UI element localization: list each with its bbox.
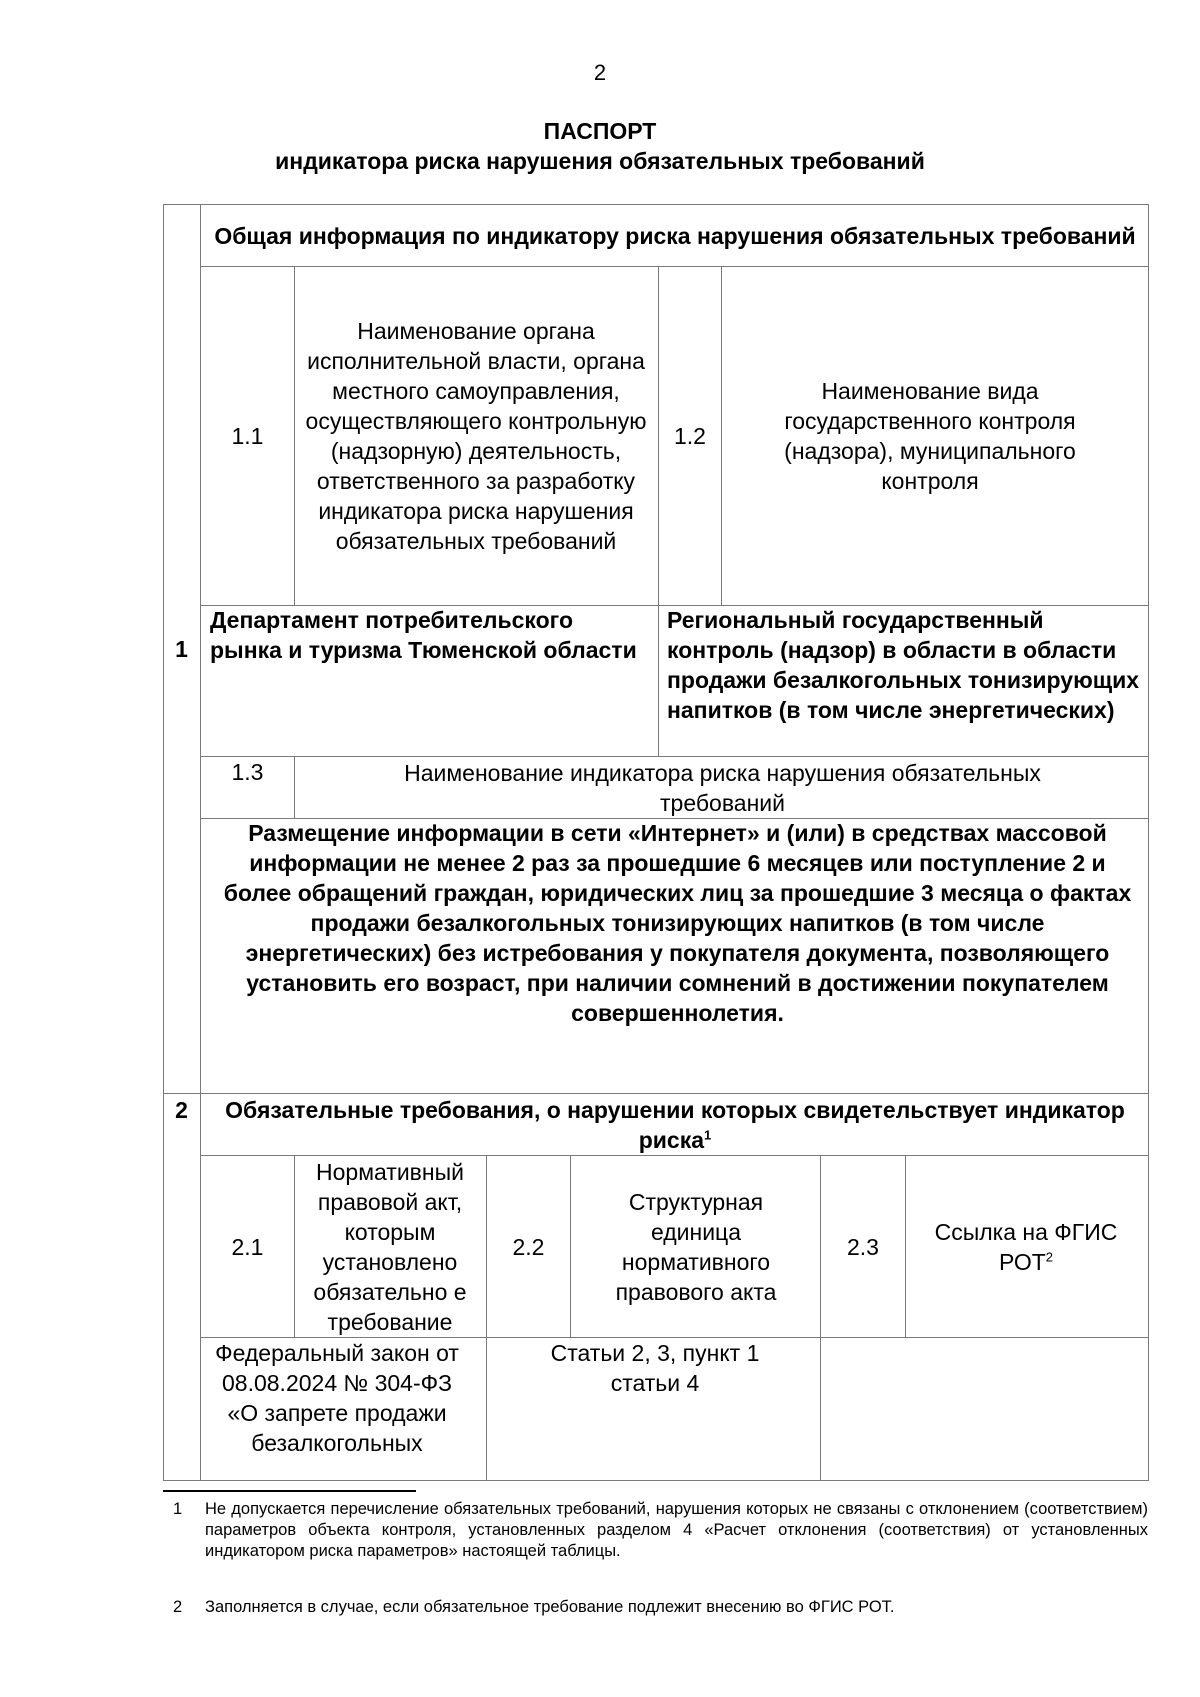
title-line-1: ПАСПОРТ (543, 118, 657, 144)
item-1-2-number: 1.2 (674, 423, 706, 449)
footnote-2-number: 2 (173, 1598, 183, 1616)
section-2-number: 2 (175, 1097, 188, 1123)
footnote-2-text: Заполняется в случае, если обязательное требование подлежит внесению во ФГИС РОТ. (205, 1598, 895, 1616)
footnote-ref-2[interactable]: 2 (1045, 1248, 1053, 1264)
item-2-3-label-text: Ссылка на ФГИС РОТ (934, 1218, 1118, 1275)
item-2-1-number: 2.1 (231, 1233, 264, 1260)
item-2-3-label (910, 1156, 1142, 1337)
vrule-2-5 (905, 1155, 906, 1337)
section-2-header-text: Обязательные требования, о нарушении которых свидетельствует индикатор риска (225, 1096, 1125, 1153)
vrule-1-3 (721, 266, 722, 605)
section-1-number: 1 (175, 636, 188, 662)
item-1-2-value: Региональный государственный контроль (надзор) в области в области продажи безалкогольных тонизирующих напитков (в том числе энергетических) (667, 607, 1140, 723)
item-1-2-label: Наименование вида государственного контроля (надзора), муниципального контроля (784, 378, 1076, 494)
vrule-2-1 (294, 1155, 295, 1337)
item-2-2-value: Статьи 2, 3, пункт 1 статьи 4 (550, 1340, 760, 1396)
item-2-3-value (822, 1338, 1147, 1480)
item-2-2-label: Структурная единица нормативного правового акта (615, 1188, 777, 1305)
table-border-right (1148, 204, 1149, 1481)
page-number: 2 (593, 60, 607, 85)
item-1-1-number: 1.1 (231, 423, 264, 449)
item-1-3-label: Наименование индикатора риска нарушения обязательных требований (404, 759, 1041, 816)
footnote-ref-1[interactable]: 1 (704, 1126, 712, 1142)
item-1-1-value: Департамент потребительского рынка и туризма Тюменской области (210, 607, 637, 663)
section-1-header: Общая информация по индикатору риска нарушения обязательных требований (214, 222, 1136, 249)
item-2-1-value: Федеральный закон от 08.08.2024 № 304-ФЗ «О запрете продажи безалкогольных (215, 1340, 459, 1456)
item-1-1-label: Наименование органа исполнительной власти, органа местного самоуправления, осуществляющего контрольную (надзорную) деятельность, ответственного за разработку индикатора риска нарушения обязательных требований (305, 318, 647, 554)
vrule-1-4 (294, 756, 295, 818)
item-1-3-value: Размещение информации в сети «Интернет» и (или) в средствах массовой информации не менее 2 раз за прошедшие 6 месяцев или поступление 2 и более обращений граждан, юридических лиц за прошедшие 3 месяца о фактах продажи безалкогольных тонизирующих напитков (в том числе энергетических) без истребования у покупателя документа, позволяющего установить его возраст, при наличии сомнений в достижении покупателем совершеннолетия. (223, 820, 1132, 1026)
table-border-bottom (163, 1480, 1149, 1481)
section-2-header (210, 1094, 1140, 1155)
footnote-1-text: Не допускается перечисление обязательных требований, нарушения которых не связаны с отклонением (соответствием) параметров объекта контроля, установленных разделом 4 «Расчет отклонения (соответствия) от установленных индикатором риска параметров» настоящей таблицы. (205, 1500, 1148, 1560)
item-2-2-number: 2.2 (512, 1233, 545, 1260)
title-line-2: индикатора риска нарушения обязательных требований (275, 148, 925, 174)
item-2-1-label: Нормативный правовой акт, которым установлено обязательно е требование (313, 1158, 467, 1335)
item-1-3-number: 1.3 (231, 759, 264, 785)
footnote-separator (163, 1490, 416, 1492)
footnote-2 (163, 1597, 1148, 1618)
vrule-1-1 (294, 266, 295, 605)
vrule-2-3 (570, 1155, 571, 1337)
footnote-1-number: 1 (173, 1500, 183, 1518)
table-border-left (163, 204, 164, 1481)
item-2-3-number: 2.3 (847, 1233, 879, 1260)
footnote-1 (163, 1499, 1148, 1562)
